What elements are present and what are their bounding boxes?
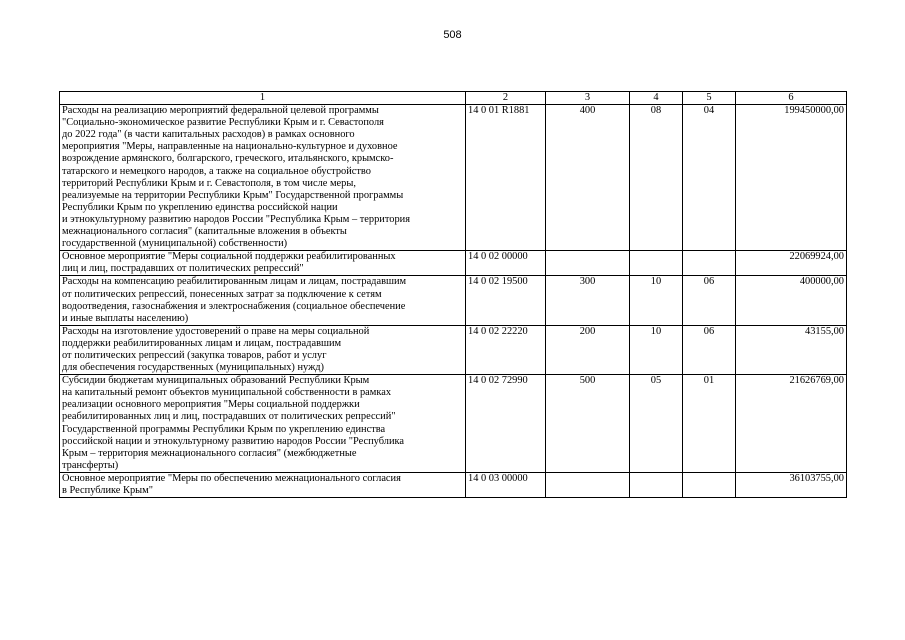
row-description: Расходы на компенсацию реабилитированным лицам и лицам, пострадавшим от политических репрессий, понесенных затрат за подключение к сетям водоотведения, газоснабжения и электроснабжения (социальное обеспечение и иные выплаты населению) bbox=[60, 276, 466, 325]
row-csr: 14 0 02 00000 bbox=[466, 251, 546, 276]
row-rz bbox=[630, 472, 683, 497]
row-rz bbox=[630, 251, 683, 276]
table-row bbox=[60, 472, 847, 497]
row-csr: 14 0 01 R1881 bbox=[466, 105, 546, 251]
header-cell-description: 1 bbox=[60, 92, 466, 105]
row-rz: 08 bbox=[630, 105, 683, 251]
row-amount: 43155,00 bbox=[736, 325, 847, 374]
row-pr: 01 bbox=[683, 375, 736, 473]
header-cell-amount: 6 bbox=[736, 92, 847, 105]
row-amount: 36103755,00 bbox=[736, 472, 847, 497]
row-description: Субсидии бюджетам муниципальных образований Республики Крым на капитальный ремонт объектов муниципальной собственности в рамках реализации основного мероприятия "Меры социальной поддержки реабилитированных лиц и лиц, пострадавших от политических репрессий" Государственной программы Республики Крым по укреплению единства российской нации и этнокультурному развитию народов России "Республика Крым – территория межнационального согласия" (межбюджетные трансферты) bbox=[60, 375, 466, 473]
row-pr bbox=[683, 251, 736, 276]
row-description: Расходы на изготовление удостоверений о праве на меры социальной поддержки реабилитированных лицам и лицам, пострадавшим от политических репрессий (закупка товаров, работ и услуг для обеспечения государственных (муниципальных) нужд) bbox=[60, 325, 466, 374]
page-number: 508 bbox=[443, 29, 462, 41]
row-amount: 21626769,00 bbox=[736, 375, 847, 473]
table-row bbox=[60, 251, 847, 276]
table-row bbox=[60, 105, 847, 251]
row-description: Основное мероприятие "Меры социальной поддержки реабилитированных лиц и лиц, пострадавших от политических репрессий" bbox=[60, 251, 466, 276]
row-vr bbox=[546, 472, 630, 497]
row-csr: 14 0 02 19500 bbox=[466, 276, 546, 325]
row-vr: 400 bbox=[546, 105, 630, 251]
header-cell-csr: 2 bbox=[466, 92, 546, 105]
row-pr: 04 bbox=[683, 105, 736, 251]
row-csr: 14 0 03 00000 bbox=[466, 472, 546, 497]
header-cell-vr: 3 bbox=[546, 92, 630, 105]
row-csr: 14 0 02 22220 bbox=[466, 325, 546, 374]
row-description: Расходы на реализацию мероприятий федеральной целевой программы "Социально-экономическое развитие Республики Крым и г. Севастополя до 2022 года" (в части капитальных расходов) в рамках основного мероприятия "Меры, направленные на национально-культурное и духовное возрождение армянского, болгарского, греческого, итальянского, крымско- татарского и немецкого народов, а также на социальное обустройство территорий Республики Крым и г. Севастополя, в том числе меры, реализуемые на территории Республики Крым" Государственной программы Республики Крым по укреплению единства российской нации и этнокультурному развитию народов России "Республика Крым – территория межнационального согласия" (капитальные вложения в объекты государственной (муниципальной) собственности) bbox=[60, 105, 466, 251]
row-rz: 10 bbox=[630, 276, 683, 325]
row-description: Основное мероприятие "Меры по обеспечению межнационального согласия в Республике Крым" bbox=[60, 472, 466, 497]
row-csr: 14 0 02 72990 bbox=[466, 375, 546, 473]
row-vr: 300 bbox=[546, 276, 630, 325]
header-cell-pr: 5 bbox=[683, 92, 736, 105]
row-vr: 200 bbox=[546, 325, 630, 374]
row-amount: 400000,00 bbox=[736, 276, 847, 325]
row-pr: 06 bbox=[683, 276, 736, 325]
row-pr: 06 bbox=[683, 325, 736, 374]
row-amount: 199450000,00 bbox=[736, 105, 847, 251]
row-amount: 22069924,00 bbox=[736, 251, 847, 276]
header-row bbox=[60, 92, 847, 105]
row-pr bbox=[683, 472, 736, 497]
row-vr: 500 bbox=[546, 375, 630, 473]
table-row bbox=[60, 325, 847, 374]
row-rz: 05 bbox=[630, 375, 683, 473]
table-row bbox=[60, 276, 847, 325]
table-row bbox=[60, 375, 847, 473]
row-rz: 10 bbox=[630, 325, 683, 374]
budget-table bbox=[59, 91, 847, 498]
row-vr bbox=[546, 251, 630, 276]
header-cell-rz: 4 bbox=[630, 92, 683, 105]
